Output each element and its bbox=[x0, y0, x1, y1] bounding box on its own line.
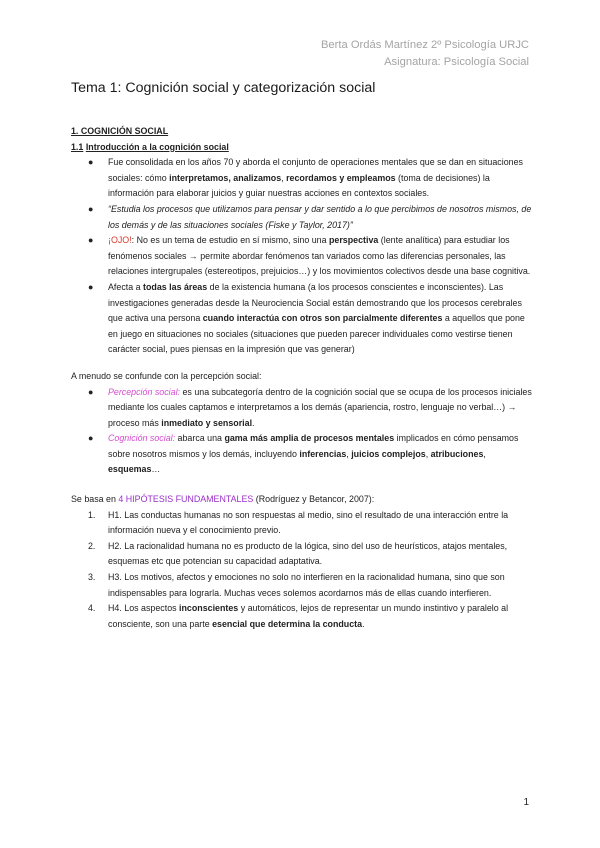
list-item bbox=[88, 539, 536, 570]
emphasis: inconscientes bbox=[179, 603, 239, 614]
text: : No es un tema de estudio en sí mismo, sino una bbox=[131, 235, 329, 246]
bullet-icon: ● bbox=[88, 386, 94, 397]
text: es una subcategoría dentro de la cognición social que se ocupa de los procesos iniciales mediante los cuales captamos e interpretamos a los demás (apariencia, rostro, lenguaje no verbal…) → proceso más bbox=[108, 386, 532, 428]
bullet-icon: ● bbox=[88, 281, 94, 292]
subsection-number: 1.1 bbox=[71, 141, 84, 152]
page-number: 1 bbox=[523, 797, 529, 808]
hypotheses-label: 4 HIPÓTESIS FUNDAMENTALES bbox=[118, 494, 254, 505]
document-title: Tema 1: Cognición social y categorización social bbox=[71, 80, 376, 96]
emphasis: atribuciones bbox=[430, 448, 484, 459]
text: a aquellos que pone en juego en situaciones no sociales (situaciones que pueden parecer individuales como vestirse tienen carácter social, pues piensas en la impresión que vas generar) bbox=[108, 313, 525, 355]
text: Afecta a bbox=[108, 281, 144, 292]
hypotheses-intro bbox=[71, 492, 536, 508]
text: (lente analítica) para estudiar los fenómenos sociales → permite abordar fenómenos tan variados como las diferencias personales, las relaciones intergrupales (estereotipos, prejuicios…) y los movimientos colectivos desde una base cognitiva. bbox=[108, 235, 531, 277]
subsection-title: Introducción a la cognición social bbox=[85, 141, 229, 152]
text: H2. La racionalidad humana no es producto de la lógica, sino del uso de heurísticos, atajos mentales, esquemas etc que potencian su capacidad adaptativa. bbox=[108, 540, 508, 567]
page-header bbox=[321, 37, 529, 71]
list-item bbox=[88, 385, 536, 432]
confusion-intro: A menudo se confunde con la percepción social: bbox=[71, 370, 262, 381]
subsection-heading bbox=[71, 140, 536, 156]
emphasis: juicios complejos bbox=[351, 448, 426, 459]
confusion-bullet-list bbox=[71, 385, 536, 479]
emphasis: esencial que determina la conducta bbox=[212, 618, 363, 629]
text: , bbox=[281, 172, 287, 183]
bullet-icon: ● bbox=[88, 157, 94, 168]
list-item bbox=[88, 431, 536, 478]
term-label: Cognición social: bbox=[108, 433, 176, 444]
text: y automáticos, lejos de representar un mundo instintivo y paralelo al consciente, son una parte bbox=[108, 603, 509, 629]
quote-text: “Estudia los procesos que utilizamos para pensar y dar sentido a lo que percibimos de nosotros mismos, de los demás y de las situaciones sociales (Fiske y Taylor, 2017)” bbox=[108, 203, 532, 230]
bullet-icon: ● bbox=[88, 203, 94, 214]
list-item bbox=[88, 601, 536, 632]
emphasis: todas las áreas bbox=[143, 281, 208, 292]
list-item bbox=[88, 570, 536, 601]
text: H4. Los aspectos bbox=[108, 603, 180, 614]
document-body bbox=[71, 124, 536, 632]
text: (toma de decisiones) la información para elaborar juicios y guiar nuestras acciones en contextos sociales. bbox=[108, 172, 490, 199]
emphasis: recordamos y empleamos bbox=[286, 172, 396, 183]
emphasis: gama más amplia de procesos mentales bbox=[224, 433, 395, 444]
text: , bbox=[346, 448, 352, 459]
section-heading: 1. COGNICIÓN SOCIAL bbox=[71, 126, 169, 136]
text: , bbox=[425, 448, 431, 459]
header-author: Berta Ordás Martínez 2º Psicología URJC bbox=[320, 39, 529, 51]
emphasis: inmediato y sensorial bbox=[161, 417, 253, 428]
text: Se basa en bbox=[71, 494, 119, 505]
list-item bbox=[88, 280, 536, 358]
text: Fue consolidada en los años 70 y aborda el conjunto de operaciones mentales que se dan en situaciones sociales: cómo bbox=[108, 157, 523, 183]
list-number: 1. bbox=[88, 509, 96, 520]
list-item bbox=[88, 233, 536, 280]
emphasis: inferencias bbox=[299, 448, 347, 459]
list-number: 3. bbox=[88, 572, 96, 583]
text: de la existencia humana (a los procesos conscientes e inconscientes). Las investigaciones generadas desde la Neurociencia Social están demostrando que los procesos cerebrales que activa una persona bbox=[108, 281, 522, 324]
term-label: Percepción social: bbox=[108, 386, 181, 397]
text: … bbox=[151, 464, 161, 475]
warning-label: ¡OJO! bbox=[108, 235, 132, 246]
text: implicados en cómo pensamos sobre nosotros mismos y los demás, incluyendo bbox=[108, 433, 519, 459]
list-item bbox=[88, 508, 536, 539]
text: abarca una bbox=[175, 433, 225, 444]
emphasis: interpretamos, analizamos bbox=[169, 172, 282, 183]
intro-bullet-list bbox=[71, 155, 536, 358]
header-subject: Asignatura: Psicología Social bbox=[384, 56, 529, 68]
list-number: 4. bbox=[88, 603, 96, 614]
text: H3. Los motivos, afectos y emociones no solo no interfieren en la racionalidad humana, sino que son indispensables para lograrla. Muchas veces solemos acordarnos más de ellas cuando interfieren. bbox=[108, 572, 505, 598]
text: (Rodríguez y Betancor, 2007): bbox=[253, 494, 375, 505]
list-number: 2. bbox=[88, 540, 96, 551]
text: . bbox=[252, 417, 255, 428]
text: H1. Las conductas humanas no son respuestas al medio, sino el resultado de una interacción entre la información nueva y el conocimiento previo. bbox=[108, 509, 509, 536]
text: . bbox=[362, 618, 365, 629]
bullet-icon: ● bbox=[88, 433, 94, 444]
hypotheses-list bbox=[71, 508, 536, 633]
list-item bbox=[88, 155, 536, 202]
emphasis: esquemas bbox=[108, 464, 152, 475]
list-item bbox=[88, 202, 536, 233]
text: , bbox=[483, 448, 486, 459]
bullet-icon: ● bbox=[88, 235, 94, 246]
emphasis: perspectiva bbox=[329, 235, 379, 246]
emphasis: cuando interactúa con otros son parcialmente diferentes bbox=[202, 313, 443, 324]
